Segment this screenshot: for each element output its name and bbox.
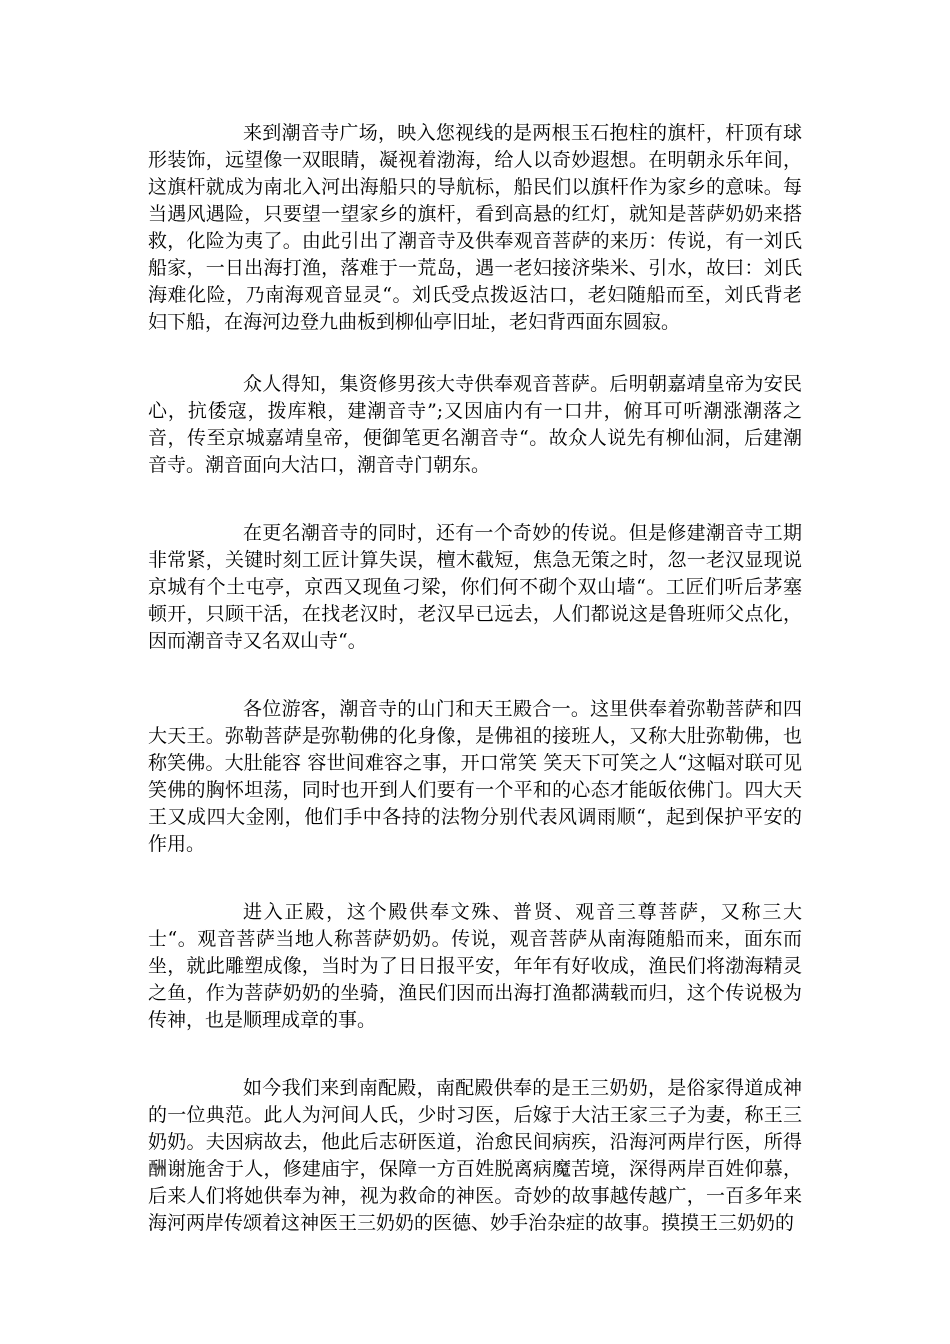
paragraph-heavenly-kings-hall: 各位游客，潮音寺的山门和天王殿合一。这里供奉着弥勒菩萨和四大天王。弥勒菩萨是弥勒佛的化身像，是佛祖的接班人，又称大肚弥勒佛，也称笑佛。大肚能容 容世间难容之事，开口常笑 笑天下可笑之人“这幅对联可见笑佛的胸怀坦荡，同时也开到人们要有一个平和的心态才能皈依佛门。四大天王又成四大金刚，他们手中各持的法物分别代表风调雨顺“，起到保护平安的作用。 xyxy=(148,698,802,855)
paragraph-flagpoles: 来到潮音寺广场，映入您视线的是两根玉石抱柱的旗杆，杆顶有球形装饰，远望像一双眼睛，凝视着渤海，给人以奇妙遐想。在明朝永乐年间，这旗杆就成为南北入河出海船只的导航标，船民们以旗杆作为家乡的意味。每当遇风遇险，只要望一望家乡的旗杆，看到高悬的红灯，就知是菩萨奶奶来搭救，化险为夷了。由此引出了潮音寺及供奉观音菩萨的来历：传说，有一刘氏船家，一日出海打渔，落难于一荒岛，遇一老妇接济柴米、引水，故曰：刘氏海难化险，乃南海观音显灵“。刘氏受点拨返沽口，老妇随船而至，刘氏背老妇下船，在海河边登九曲板到柳仙亭旧址，老妇背西面东圆寂。 xyxy=(148,122,802,333)
paragraph-south-hall: 如今我们来到南配殿，南配殿供奉的是王三奶奶，是俗家得道成神的一位典范。此人为河间人氏，少时习医，后嫁于大沽王家三子为妻，称王三奶奶。夫因病故去，他此后志研医道，治愈民间病疾，沿海河两岸行医，所得酬谢施舍于人，修建庙宇，保障一方百姓脱离病魔苦境，深得两岸百姓仰慕，后来人们将她供奉为神，视为救命的神医。奇妙的故事越传越广，一百多年来海河两岸传颂着这神医王三奶奶的医德、妙手治杂症的故事。摸摸王三奶奶的 xyxy=(148,1077,802,1234)
paragraph-main-hall: 进入正殿，这个殿供奉文殊、普贤、观音三尊菩萨，又称三大士“。观音菩萨当地人称菩萨奶奶。传说，观音菩萨从南海随船而来，面东而坐，就此雕塑成像，当时为了日日报平安，年年有好收成，渔民们将渤海精灵之鱼，作为菩萨奶奶的坐骑，渔民们因而出海打渔都满载而归，这个传说极为传神，也是顺理成章的事。 xyxy=(148,901,802,1031)
paragraph-shuangshan-legend: 在更名潮音寺的同时，还有一个奇妙的传说。但是修建潮音寺工期非常紧，关键时刻工匠计算失误，檀木截短，焦急无策之时，忽一老汉显现说京城有个土屯亭，京西又现鱼刁梁，你们何不砌个双山墙“。工匠们听后茅塞顿开，只顾干活，在找老汉时，老汉早已远去，人们都说这是鲁班师父点化，因而潮音寺又名双山寺“。 xyxy=(148,522,802,652)
paragraph-temple-founding: 众人得知，集资修男孩大寺供奉观音菩萨。后明朝嘉靖皇帝为安民心，抗倭寇，拨库粮，建潮音寺”;又因庙内有一口井，俯耳可听潮涨潮落之音，传至京城嘉靖皇帝，便御笔更名潮音寺“。故众人说先有柳仙洞，后建潮音寺。潮音面向大沽口，潮音寺门朝东。 xyxy=(148,373,802,476)
